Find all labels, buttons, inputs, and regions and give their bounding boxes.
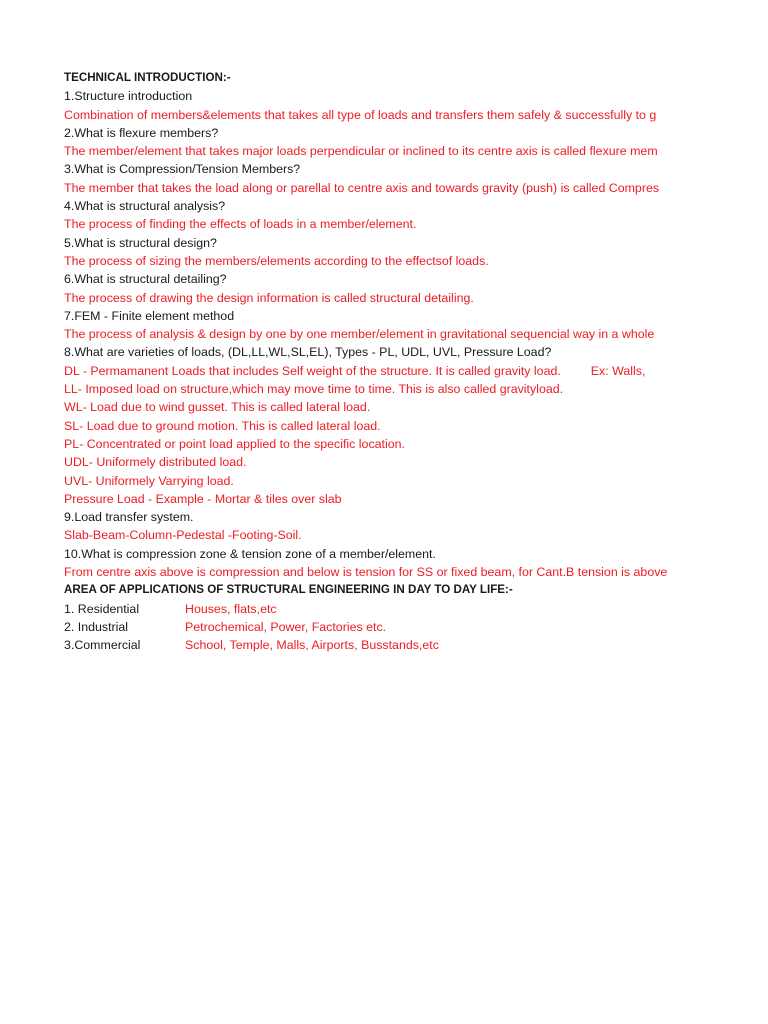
- application-row: [64, 600, 668, 618]
- application-row: [64, 636, 668, 654]
- text-line: Slab-Beam-Column-Pedestal -Footing-Soil.: [64, 528, 302, 543]
- text-line: The process of drawing the design information is called structural detailing.: [64, 290, 474, 305]
- qa-block-2: [64, 380, 668, 581]
- application-value: Petrochemical, Power, Factories etc.: [185, 619, 387, 634]
- section-heading-applications: AREA OF APPLICATIONS OF STRUCTURAL ENGINEERING IN DAY TO DAY LIFE:-: [64, 583, 513, 597]
- spreadsheet-page: [64, 69, 668, 655]
- text-line: 7.FEM - Finite element method: [64, 308, 235, 323]
- text-line: From centre axis above is compression and below is tension for SS or fixed beam, for Cant.B tension is above: [64, 565, 668, 580]
- dl-load-line: [64, 362, 668, 380]
- text-line: 3.What is Compression/Tension Members?: [64, 162, 301, 177]
- text-line: LL- Imposed load on structure,which may move time to time. This is also called gravityload.: [64, 382, 564, 397]
- text-line: 6.What is structural detailing?: [64, 272, 227, 287]
- text-line: SL- Load due to ground motion. This is called lateral load.: [64, 418, 381, 433]
- text-line: Pressure Load - Example - Mortar & tiles over slab: [64, 491, 342, 506]
- application-value: School, Temple, Malls, Airports, Busstands,etc: [185, 638, 439, 653]
- text-line: The process of finding the effects of loads in a member/element.: [64, 217, 417, 232]
- text-line: The process of analysis & design by one by one member/element in gravitational sequencial way in a whole: [64, 327, 655, 342]
- applications-table: [64, 600, 668, 655]
- text-line: PL- Concentrated or point load applied to the specific location.: [64, 436, 405, 451]
- application-row: [64, 618, 668, 636]
- text-line: 8.What are varieties of loads, (DL,LL,WL,SL,EL), Types - PL, UDL, UVL, Pressure Load?: [64, 345, 552, 360]
- text-line: UVL- Uniformely Varrying load.: [64, 473, 234, 488]
- application-label: 3.Commercial: [64, 638, 141, 653]
- text-line: Combination of members&elements that takes all type of loads and transfers them safely & successfully to g: [64, 107, 657, 122]
- text-line: The process of sizing the members/elements according to the effectsof loads.: [64, 253, 489, 268]
- text-line: 4.What is structural analysis?: [64, 199, 226, 214]
- text-line: The member that takes the load along or parellal to centre axis and towards gravity (push) is called Compres: [64, 180, 660, 195]
- application-label: 2. Industrial: [64, 619, 129, 634]
- text-line: 2.What is flexure members?: [64, 125, 219, 140]
- dl-load-example: Ex: Walls,: [590, 363, 646, 378]
- application-value: Houses, flats,etc: [185, 601, 277, 616]
- section-heading-technical-intro: TECHNICAL INTRODUCTION:-: [64, 71, 231, 84]
- text-line: 1.Structure introduction: [64, 89, 193, 104]
- dl-load-text: DL - Permamanent Loads that includes Self weight of the structure. It is called gravity load.: [64, 363, 561, 378]
- text-line: The member/element that takes major loads perpendicular or inclined to its centre axis is called flexure mem: [64, 144, 658, 159]
- text-line: WL- Load due to wind gusset. This is called lateral load.: [64, 400, 371, 415]
- text-line: 10.What is compression zone & tension zone of a member/element.: [64, 546, 436, 561]
- text-line: UDL- Uniformely distributed load.: [64, 455, 247, 470]
- text-line: 5.What is structural design?: [64, 235, 217, 250]
- qa-block-1: [64, 87, 668, 361]
- text-line: 9.Load transfer system.: [64, 510, 194, 525]
- application-label: 1. Residential: [64, 601, 140, 616]
